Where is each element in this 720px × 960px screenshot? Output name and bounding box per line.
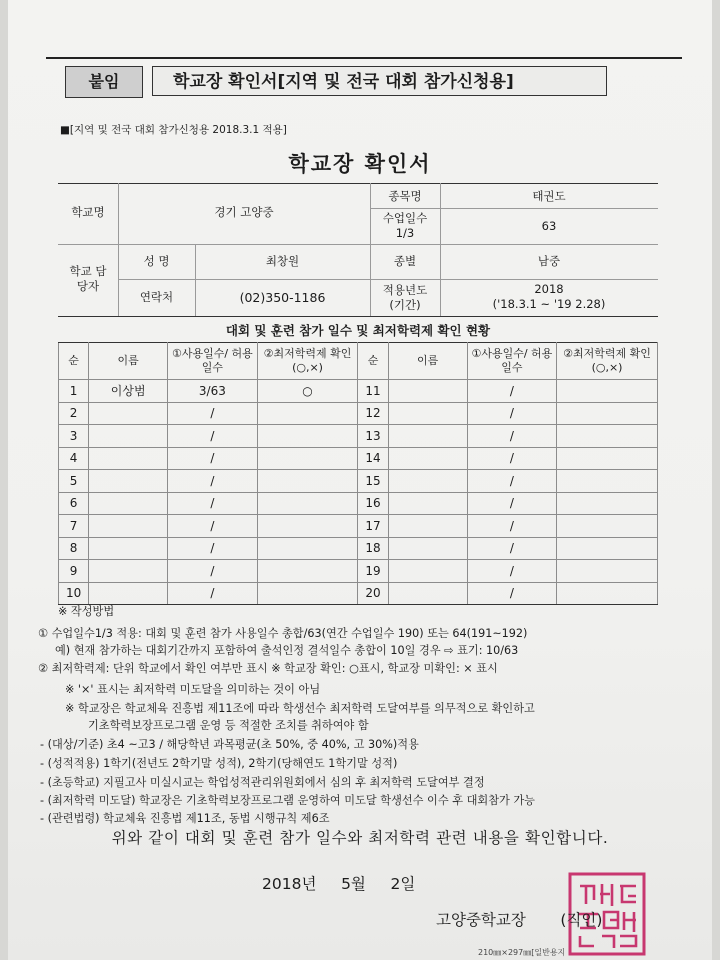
cell-days: / <box>168 537 257 560</box>
col-days: ①사용일수/ 허용일수 <box>168 343 257 380</box>
table-row <box>59 537 658 560</box>
cell-academic <box>257 560 358 583</box>
cell-seq: 13 <box>358 425 388 448</box>
cell-seq: 17 <box>358 515 388 538</box>
cell-days: / <box>168 402 257 425</box>
cell-name <box>388 380 467 403</box>
cell-name <box>388 537 467 560</box>
contact-value: (02)350-1186 <box>239 290 326 305</box>
seal-label: (직인) <box>560 911 603 929</box>
name-label: 성 명 <box>143 254 170 268</box>
cell-academic <box>257 492 358 515</box>
cell-academic <box>557 537 658 560</box>
cell-seq: 16 <box>358 492 388 515</box>
cell-days: / <box>168 470 257 493</box>
cell-days: / <box>467 582 556 605</box>
cell-days: / <box>467 470 556 493</box>
cell-academic <box>557 402 658 425</box>
cell-name <box>388 402 467 425</box>
cell-academic <box>257 537 358 560</box>
cell-academic <box>557 470 658 493</box>
participation-table <box>58 342 658 605</box>
cell-name <box>388 425 467 448</box>
cell-days: / <box>168 560 257 583</box>
table-header-row <box>59 343 658 380</box>
table-row <box>59 402 658 425</box>
cell-academic <box>557 492 658 515</box>
paper-size-note: 210㎜×297㎜[일반용지 <box>478 948 566 957</box>
cell-academic <box>557 560 658 583</box>
col-days: ①사용일수/ 허용일수 <box>467 343 556 380</box>
confirmation-statement: 위와 같이 대회 및 훈련 참가 일수와 최저학력 관련 내용을 확인합니다. <box>111 829 609 847</box>
cell-seq: 11 <box>358 380 388 403</box>
cell-seq: 8 <box>59 537 89 560</box>
instruction-line: 예) 현재 참가하는 대회기간까지 포함하여 출석인정 결석일수 총합이 10일 경우 ⇨ 표기: 10/63 <box>55 644 519 657</box>
cell-seq: 10 <box>59 582 89 605</box>
cell-days: / <box>467 380 556 403</box>
date-day: 2일 <box>390 875 416 893</box>
cell-days: / <box>467 492 556 515</box>
header-title: 학교장 확인서[지역 및 전국 대회 참가신청용] <box>152 66 607 96</box>
document-title: 학교장 확인서 <box>288 152 432 176</box>
cell-days: / <box>467 447 556 470</box>
col-seq: 순 <box>358 343 388 380</box>
col-seq: 순 <box>59 343 89 380</box>
cell-seq: 12 <box>358 402 388 425</box>
cell-name <box>89 537 168 560</box>
cell-name <box>388 470 467 493</box>
gender-value: 남중 <box>537 254 561 268</box>
cell-days: / <box>467 402 556 425</box>
period-value: ('18.3.1 ~ '19 2.28) <box>492 297 606 311</box>
cell-name <box>388 560 467 583</box>
instruction-line: - (대상/기준) 초4 ~고3 / 해당학년 과목평균(초 50%, 중 40%, 고 30%)적용 <box>40 738 419 751</box>
date-year: 2018년 <box>262 875 317 893</box>
table-row <box>59 447 658 470</box>
cell-name <box>89 447 168 470</box>
instruction-line: 기초학력보장프로그램 운영 등 적절한 조치를 취하여야 함 <box>88 719 369 732</box>
table-row <box>59 515 658 538</box>
instruction-line: - (초등학교) 지필고사 미실시교는 학업성적관리위원회에서 심의 후 최저학력 도달여부 결정 <box>40 776 485 789</box>
cell-academic <box>257 582 358 605</box>
cell-academic <box>257 402 358 425</box>
year-value: 2018 <box>534 282 564 296</box>
instruction-line: - (성적적용) 1학기(전년도 2학기말 성적), 2학기(당해연도 1학기말 성적) <box>40 757 398 770</box>
manager-label: 학교 담당자 <box>69 264 107 293</box>
cell-academic <box>257 515 358 538</box>
cell-name <box>388 515 467 538</box>
sport-label: 종목명 <box>388 189 422 203</box>
cell-days: / <box>168 515 257 538</box>
cell-seq: 7 <box>59 515 89 538</box>
table-row <box>59 470 658 493</box>
days-label: 수업일수 1/3 <box>382 211 428 240</box>
cell-days: / <box>168 492 257 515</box>
date-month: 5월 <box>341 875 366 893</box>
cell-name <box>89 582 168 605</box>
principal-signature <box>436 908 602 930</box>
instruction-line: - (관련법령) 학교체육 진흥법 제11조, 동법 시행규칙 제6조 <box>40 812 330 825</box>
cell-academic <box>557 515 658 538</box>
sport-value: 태권도 <box>532 189 566 203</box>
cell-days: / <box>168 447 257 470</box>
principal-name: 고양중학교장 <box>436 911 526 929</box>
col-academic: ②최저학력제 확인(○,×) <box>557 343 658 380</box>
school-value: 경기 고양중 <box>214 205 274 219</box>
applied-note: ■[지역 및 전국 대회 참가신청용 2018.3.1 적용] <box>60 124 287 136</box>
cell-seq: 15 <box>358 470 388 493</box>
cell-seq: 20 <box>358 582 388 605</box>
instruction-line: - (최저학력 미도달) 학교장은 기초학력보장프로그램 운영하여 미도달 학생선수 이수 후 대회참가 가능 <box>40 794 535 807</box>
cell-name <box>89 425 168 448</box>
cell-days: / <box>467 515 556 538</box>
cell-academic <box>257 447 358 470</box>
cell-name <box>388 492 467 515</box>
attachment-tag: 붙임 <box>65 66 143 98</box>
cell-academic <box>257 470 358 493</box>
contact-label: 연락처 <box>139 290 174 304</box>
cell-academic <box>557 380 658 403</box>
instruction-line: ※ 학교장은 학교체육 진흥법 제11조에 따라 학생선수 최저학력 도달여부를 의무적으로 확인하고 <box>65 702 535 715</box>
cell-name <box>89 402 168 425</box>
days-value: 63 <box>541 219 557 233</box>
cell-days: / <box>467 560 556 583</box>
name-value: 최창원 <box>265 254 300 268</box>
cell-name <box>89 470 168 493</box>
col-name: 이름 <box>89 343 168 380</box>
col-academic: ②최저학력제 확인(○,×) <box>257 343 358 380</box>
gender-label: 종별 <box>393 254 417 268</box>
instructions-title: ※ 작성방법 <box>58 605 115 618</box>
cell-days: 3/63 <box>168 380 257 403</box>
table-row <box>59 380 658 403</box>
table-caption: 대회 및 훈련 참가 일수 및 최저학력제 확인 현황 <box>225 323 491 338</box>
cell-name <box>89 492 168 515</box>
instruction-line: ① 수업일수1/3 적용: 대회 및 훈련 참가 사용일수 총합/63(연간 수업일수 190) 또는 64(191~192) <box>38 627 528 640</box>
table-row <box>59 425 658 448</box>
cell-seq: 18 <box>358 537 388 560</box>
cell-seq: 9 <box>59 560 89 583</box>
cell-seq: 6 <box>59 492 89 515</box>
table-row <box>59 560 658 583</box>
cell-academic <box>557 582 658 605</box>
year-label: 적용년도 (기간) <box>382 283 428 312</box>
cell-name <box>89 560 168 583</box>
cell-academic <box>557 447 658 470</box>
instruction-line: ② 최저학력제: 단위 학교에서 확인 여부만 표시 ※ 학교장 확인: ○표시, 학교장 미확인: × 표시 <box>38 662 498 675</box>
instruction-line: ※ '×' 표시는 최저학력 미도달을 의미하는 것이 아님 <box>65 683 321 696</box>
table-row <box>59 492 658 515</box>
top-rule <box>46 57 682 59</box>
cell-name <box>89 515 168 538</box>
cell-days: / <box>467 425 556 448</box>
cell-seq: 2 <box>59 402 89 425</box>
cell-name <box>388 447 467 470</box>
school-label: 학교명 <box>71 205 105 219</box>
issue-date <box>262 872 415 894</box>
cell-name: 이상범 <box>89 380 168 403</box>
col-name: 이름 <box>388 343 467 380</box>
cell-academic: ○ <box>257 380 358 403</box>
cell-academic <box>557 425 658 448</box>
cell-seq: 3 <box>59 425 89 448</box>
cell-seq: 5 <box>59 470 89 493</box>
cell-academic <box>257 425 358 448</box>
cell-days: / <box>168 582 257 605</box>
cell-seq: 4 <box>59 447 89 470</box>
cell-seq: 1 <box>59 380 89 403</box>
cell-name <box>388 582 467 605</box>
cell-seq: 19 <box>358 560 388 583</box>
cell-days: / <box>168 425 257 448</box>
table-row <box>59 582 658 605</box>
cell-seq: 14 <box>358 447 388 470</box>
cell-days: / <box>467 537 556 560</box>
